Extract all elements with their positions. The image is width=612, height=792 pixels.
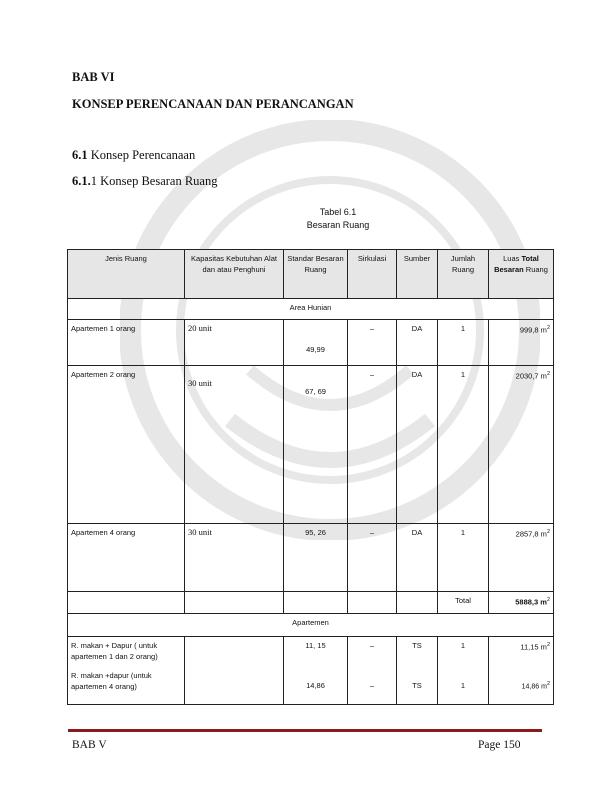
cell-kapasitas: 20 unit — [185, 320, 284, 366]
subsection-heading — [72, 174, 217, 189]
cell-sirkulasi — [348, 637, 397, 705]
header-sirkulasi: Sirkulasi — [348, 250, 397, 299]
cell-sumber: DA — [397, 366, 438, 524]
total-row — [68, 592, 554, 614]
cell-luas — [489, 637, 554, 705]
section-title: Konsep Perencanaan — [87, 148, 196, 162]
rmakan-sumber-2: TS — [412, 681, 422, 690]
luas-sup: 2 — [546, 325, 550, 331]
cell-jenis: Apartemen 2 orang — [68, 366, 185, 524]
cell-sirkulasi: – — [348, 320, 397, 366]
header-jumlah: Jumlah Ruang — [438, 250, 489, 299]
rmakan-jumlah-2: 1 — [460, 681, 466, 690]
cell-kapasitas: 30 unit — [185, 524, 284, 592]
cell-luas — [489, 524, 554, 592]
cell-jenis: Apartemen 1 orang — [68, 320, 185, 366]
luas-sup: 2 — [546, 371, 550, 377]
header-jenis-ruang: Jenis Ruang — [68, 250, 185, 299]
table-header-row — [68, 250, 554, 299]
total-value-text: 5888,3 m — [515, 597, 547, 607]
section-label-apartemen: Apartemen — [68, 614, 554, 637]
cell-luas — [489, 366, 554, 524]
table-row — [68, 366, 554, 524]
total-value — [489, 592, 554, 614]
cell-jumlah: 1 — [438, 524, 489, 592]
cell-jumlah — [438, 637, 489, 705]
cell-standar — [284, 637, 348, 705]
cell-jumlah: 1 — [438, 320, 489, 366]
cell-sumber — [397, 637, 438, 705]
rmakan-jumlah-1: 1 — [460, 641, 466, 650]
rmakan-jenis-1: R. makan + Dapur ( untuk apartemen 1 dan 2 orang) — [71, 641, 158, 661]
header-luas-bold: Total Besaran — [494, 254, 539, 274]
subsection-number: 6.1. — [72, 174, 91, 188]
rmakan-sirkulasi-2: – — [369, 681, 375, 690]
rmakan-sumber-1: TS — [412, 641, 422, 650]
luas-value: 2857,8 m — [515, 529, 547, 539]
luas-value: 999,8 m — [519, 325, 547, 335]
besaran-ruang-table — [67, 249, 554, 705]
table-row — [68, 637, 554, 705]
table-caption-number: Tabel 6.1 — [319, 207, 357, 217]
rmakan-jenis-2: R. makan +dapur (untuk apartemen 4 orang) — [71, 671, 152, 691]
header-luas — [489, 250, 554, 299]
footer-page-number: Page 150 — [478, 739, 521, 751]
chapter-number: BAB VI — [72, 70, 115, 84]
header-standar: Standar Besaran Ruang — [284, 250, 348, 299]
table-row — [68, 320, 554, 366]
cell-jenis: Apartemen 4 orang — [68, 524, 185, 592]
rmakan-luas-2: 14,86 $m^2$ — [521, 680, 550, 690]
cell-standar: 95, 26 — [284, 524, 348, 592]
cell-standar: 49,99 — [284, 320, 348, 366]
cell-sirkulasi: – — [348, 366, 397, 524]
header-sumber: Sumber — [397, 250, 438, 299]
cell-jumlah: 1 — [438, 366, 489, 524]
subsection-title: 1 Konsep Besaran Ruang — [90, 174, 218, 188]
table-row — [68, 524, 554, 592]
footer-divider — [68, 729, 542, 732]
luas-sup: 2 — [546, 529, 550, 535]
footer-chapter: BAB V — [72, 739, 107, 751]
cell-jenis — [68, 637, 185, 705]
cell-sumber: DA — [397, 524, 438, 592]
rmakan-sirkulasi-1: – — [369, 641, 375, 650]
cell-sirkulasi: – — [348, 524, 397, 592]
header-luas-prefix: Luas — [503, 254, 522, 263]
section-heading — [72, 148, 195, 163]
luas-value: 2030,7 m — [515, 371, 547, 381]
cell-luas — [489, 320, 554, 366]
rmakan-luas-1: 11,15 $m^2$ — [520, 642, 550, 652]
header-luas-suffix: Ruang — [523, 265, 548, 274]
cell-standar: 67, 69 — [284, 366, 348, 524]
section-number: 6.1 — [72, 148, 88, 162]
total-sup: 2 — [546, 597, 550, 603]
header-kapasitas: Kapasitas Kebutuhan Alat dan atau Penghuni — [185, 250, 284, 299]
chapter-title: KONSEP PERENCANAAN DAN PERANCANGAN — [72, 97, 354, 111]
rmakan-standar-2: 14,86 — [306, 681, 325, 690]
total-label: Total — [438, 592, 489, 614]
table-caption-title: Besaran Ruang — [306, 220, 370, 230]
section-row-hunian — [68, 299, 554, 320]
section-row-apartemen — [68, 614, 554, 637]
rmakan-standar-1: 11, 15 — [305, 641, 326, 650]
cell-sumber: DA — [397, 320, 438, 366]
cell-kapasitas: 30 unit — [185, 366, 284, 524]
section-label-hunian: Area Hunian — [68, 299, 554, 320]
